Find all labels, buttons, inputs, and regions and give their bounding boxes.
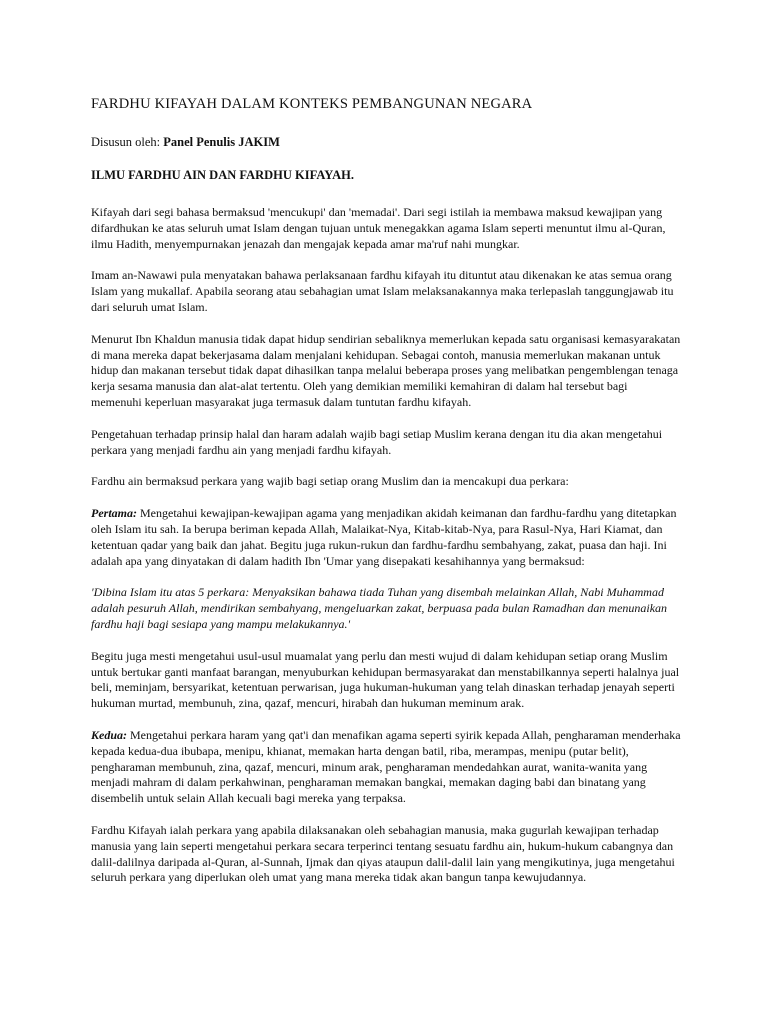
byline-author: Panel Penulis JAKIM	[163, 135, 280, 149]
document-title: FARDHU KIFAYAH DALAM KONTEKS PEMBANGUNAN NEGARA	[91, 96, 533, 112]
paragraph-kedua	[91, 728, 681, 807]
pertama-text: Mengetahui kewajipan-kewajipan agama yang menjadikan akidah keimanan dan fardhu-fardhu yang ditetapkan oleh Islam itu sah. Ia berupa beriman kepada Allah, Malaikat-Nya, Kitab-kitab-Nya, para Rasul-Nya, Hari Kiamat, dan ketentuan qadar yang baik dan jahat. Begitu juga rukun-rukun dan fardhu-fardhu sembahyang, zakat, puasa dan haji. Ini adalah apa yang dinyatakan di dalam hadith Ibn 'Umar yang disepakati kesahihannya yang bermaksud:	[91, 506, 677, 568]
paragraph-imam-nawawi: Imam an-Nawawi pula menyatakan bahawa perlaksanaan fardhu kifayah itu dituntut atau dikenakan ke atas semua orang Islam yang mukallaf. Apabila seorang atau sebahagian umat Islam melaksanakannya maka terlepaslah tanggungjawab itu dari seluruh umat Islam.	[91, 268, 674, 314]
paragraph-kifayah-definition: Kifayah dari segi bahasa bermaksud 'mencukupi' dan 'memadai'. Dari segi istilah ia membawa maksud kewajipan yang difardhukan ke atas seluruh umat Islam dengan tujuan untuk menegakkan agama Islam seperti menuntut ilmu al-Quran, ilmu Hadith, menyempurnakan jenazah dan mengajak kepada amar ma'ruf nahi mungkar.	[91, 205, 666, 251]
paragraph-halal-haram: Pengetahuan terhadap prinsip halal dan haram adalah wajib bagi setiap Muslim kerana dengan itu dia akan mengetahui perkara yang menjadi fardhu ain yang menjadi fardhu kifayah.	[91, 426, 663, 457]
hadith-quote: 'Dibina Islam itu atas 5 perkara: Menyaksikan bahawa tiada Tuhan yang disembah melainkan Allah, Nabi Muhammad adalah pesuruh Allah, mendirikan sembahyang, mengeluarkan zakat, berpuasa pada bulan Ramadhan dan menunaikan fardhu haji bagi sesiapa yang mampu melakukannya.'	[91, 585, 668, 631]
byline-prefix: Disusun oleh:	[91, 135, 164, 149]
paragraph-ibn-khaldun: Menurut Ibn Khaldun manusia tidak dapat hidup sendirian sebaliknya memerlukan kepada satu organisasi kemasyarakatan di mana mereka dapat bekerjasama dalam menjalani kehidupan. Sebagai contoh, manusia memerlukan makanan untuk hidup dan makanan tersebut tidak dapat dihasilkan tanpa melalui beberapa proses yang melibatkan pengemblengan tenaga kerja sesama manusia dan alat-alat tertentu. Oleh yang demikian memiliki kemahiran di dalam hal tersebut bagi memenuhi keperluan masyarakat juga termasuk dalam tuntutan fardhu kifayah.	[91, 331, 681, 409]
kedua-text: Mengetahui perkara haram yang qat'i dan menafikan agama seperti syirik kepada Allah, pengharaman menderhaka kepada kedua-dua ibubapa, menipu, khianat, memakan harta dengan batil, riba, merampas, menipu (putar belit), pengharaman membunuh, zina, qazaf, mencuri, minum arak, pengharaman mendedahkan aurat, wanita-wanita yang menjadi mahram di dalam perkahwinan, pengharaman memakan bangkai, memakan daging babi dan binatang yang disembelih untuk selain Allah kecuali bagi mereka yang terpaksa.	[91, 727, 681, 806]
pertama-label: Pertama:	[91, 506, 137, 521]
paragraph-fardhu-kifayah-definition: Fardhu Kifayah ialah perkara yang apabila dilaksanakan oleh sebahagian manusia, maka gugurlah kewajipan terhadap manusia yang lain seperti mengetahui perkara secara terperinci tentang sesuatu fardhu ain, hukum-hukum cabangnya dan dalil-dalilnya daripada al-Quran, al-Sunnah, Ijmak dan qiyas ataupun dalil-dalil lain yang mengikutinya, juga mengetahui seluruh perkara yang diperlukan oleh umat yang mana mereka tidak akan bangun tanpa kewujudannya.	[91, 822, 675, 885]
paragraph-fardhu-ain-intro: Fardhu ain bermaksud perkara yang wajib bagi setiap orang Muslim dan ia mencakupi dua perkara:	[91, 474, 569, 489]
kedua-label: Kedua:	[91, 727, 127, 742]
document-page	[91, 96, 681, 902]
paragraph-pertama	[91, 506, 681, 569]
section-heading: ILMU FARDHU AIN DAN FARDHU KIFAYAH.	[91, 168, 354, 182]
byline	[91, 135, 681, 150]
paragraph-muamalat: Begitu juga mesti mengetahui usul-usul muamalat yang perlu dan mesti wujud di dalam kehidupan setiap orang Muslim untuk bertukar ganti manfaat barangan, menyuburkan kehidupan bermasyarakat dan menstabilkannya seperti halalnya jual beli, meminjam, bersyarikat, ketentuan perwarisan, juga hukuman-hukuman yang telah dinaskan terhadap jenayah seperti hukuman murtad, membunuh, zina, qazaf, mencuri, hirabah dan hukuman meminum arak.	[91, 648, 680, 711]
